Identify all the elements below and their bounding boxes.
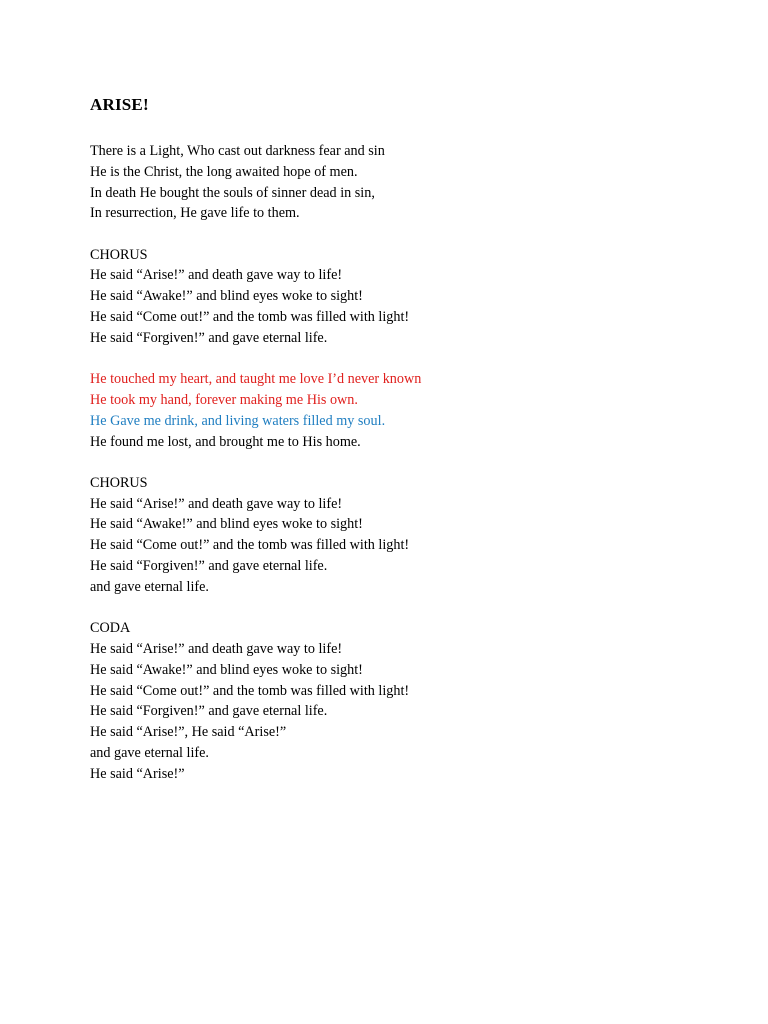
stanza-heading: CHORUS [90, 246, 148, 263]
lyric-line: He took my hand, forever making me His own. [90, 391, 358, 408]
lyric-line: and gave eternal life. [90, 744, 209, 761]
lyrics-body [90, 141, 730, 785]
stanza-verse [90, 141, 730, 224]
lyric-line: and gave eternal life. [90, 578, 209, 595]
stanza-heading: CODA [90, 620, 131, 637]
lyric-line: He is the Christ, the long awaited hope of men. [90, 163, 358, 180]
lyric-line: He said “Arise!” and death gave way to life! [90, 495, 343, 512]
lyric-line: He said “Come out!” and the tomb was filled with light! [90, 537, 410, 554]
lyric-line: He said “Awake!” and blind eyes woke to sight! [90, 661, 363, 678]
lyric-line: He said “Arise!” and death gave way to life! [90, 267, 343, 284]
lyric-line: He said “Forgiven!” and gave eternal life. [90, 703, 328, 720]
lyric-line: There is a Light, Who cast out darkness fear and sin [90, 143, 385, 159]
lyric-line: He said “Awake!” and blind eyes woke to sight! [90, 288, 363, 305]
lyric-line: He found me lost, and brought me to His home. [90, 433, 361, 450]
stanza-verse [90, 369, 730, 452]
lyric-line: He touched my heart, and taught me love I’d never known [90, 371, 422, 388]
stanza-coda [90, 618, 730, 784]
lyric-line: He said “Forgiven!” and gave eternal life. [90, 329, 328, 346]
lyric-line: He said “Arise!” and death gave way to life! [90, 640, 343, 657]
lyric-line: He said “Arise!”, He said “Arise!” [90, 724, 287, 741]
stanza-chorus [90, 473, 730, 598]
stanza-chorus [90, 245, 730, 349]
lyric-line: He said “Forgiven!” and gave eternal life. [90, 558, 328, 575]
lyric-line: He said “Awake!” and blind eyes woke to sight! [90, 516, 363, 533]
lyric-line: He said “Come out!” and the tomb was filled with light! [90, 309, 410, 326]
stanza-heading: CHORUS [90, 474, 148, 491]
lyric-line: In resurrection, He gave life to them. [90, 205, 300, 222]
lyric-line: He said “Arise!” [90, 765, 185, 782]
lyric-line: He said “Come out!” and the tomb was filled with light! [90, 682, 410, 699]
document-page [90, 94, 730, 805]
lyric-line: In death He bought the souls of sinner dead in sin, [90, 184, 375, 201]
song-title: ARISE! [90, 95, 149, 114]
lyric-line: He Gave me drink, and living waters filled my soul. [90, 412, 386, 429]
